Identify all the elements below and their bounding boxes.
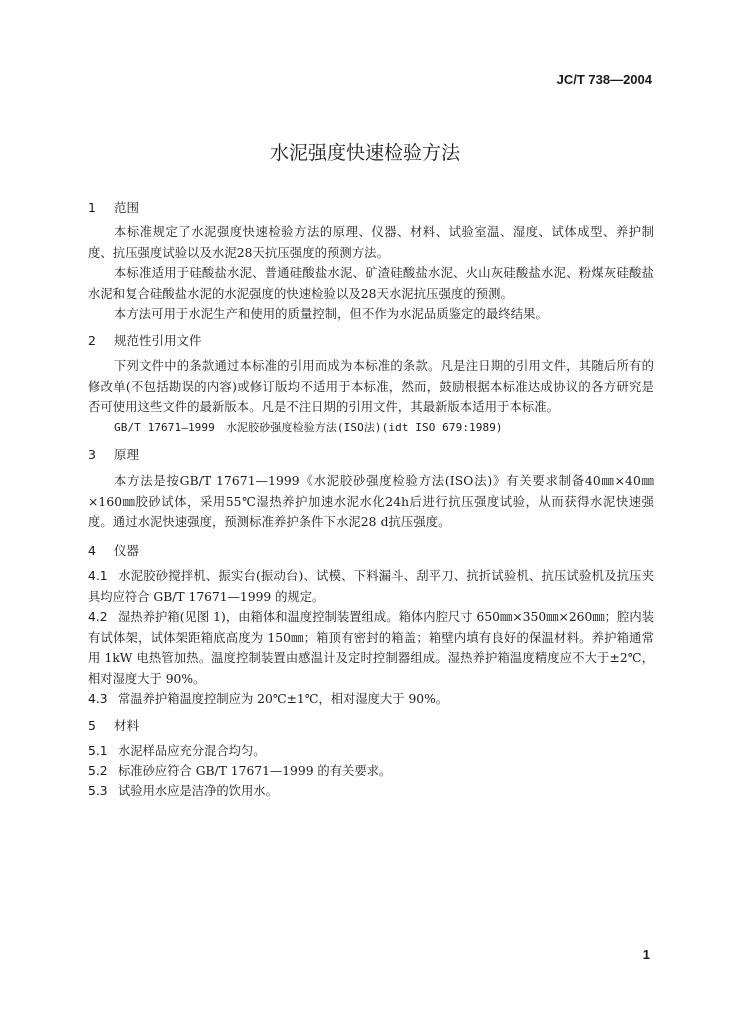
paragraph: 下列文件中的条款通过本标准的引用而成为本标准的条款。凡是注日期的引用文件，其随后所有的修改单(不包括勘误的内容)或修订版均不适用于本标准，然而，鼓励根据本标准达成协议的各方研究是否可使用这些文件的最新版本。凡是不注日期的引用文件，其最新版本适用于本标准。 — [88, 359, 654, 414]
clause-item — [88, 741, 654, 762]
clause-text: 试验用水应是洁净的饮用水。 — [118, 784, 278, 798]
section-number: 4 — [88, 543, 96, 558]
section-heading-apparatus — [88, 541, 139, 559]
reference-entry: GB/T 17671—1999 水泥胶砂强度检验方法(ISO法)(idt ISO 679:1989) — [114, 421, 503, 434]
paragraph: 本标准规定了水泥强度快速检验方法的原理、仪器、材料、试验室温、湿度、试体成型、养护制度、抗压强度试验以及水泥28天抗压强度的预测方法。 — [88, 225, 654, 260]
section-number: 2 — [88, 333, 96, 348]
paragraph: 本方法可用于水泥生产和使用的质量控制，但不作为水泥品质鉴定的最终结果。 — [114, 307, 548, 321]
clause-item — [88, 607, 654, 689]
clause-number: 4.1 — [88, 569, 108, 583]
clause-item — [88, 761, 654, 782]
clause-text: 水泥样品应充分混合均匀。 — [118, 744, 266, 758]
section-title: 规范性引用文件 — [114, 333, 202, 348]
page-title: 水泥强度快速检验方法 — [269, 142, 460, 164]
section-title: 仪器 — [114, 543, 140, 558]
section-title: 范围 — [114, 200, 140, 215]
clause-text: 湿热养护箱(见图 1)，由箱体和温度控制装置组成。箱体内腔尺寸 650㎜×350㎜×260㎜；腔内装有试体架，试体架距箱底高度为 150㎜；箱顶有密封的箱盖；箱壁内填有良好的保温材料。养护箱通常用 1kW 电热管加热。温度控制装置由感温计及定时控制器组成。湿热养护箱温度精度应不大于±2℃，相对湿度大于 90%。 — [88, 610, 654, 686]
clause-number: 5.2 — [88, 764, 108, 778]
section-heading-principle — [88, 445, 139, 463]
clause-item — [88, 566, 654, 607]
clause-number: 5.1 — [88, 744, 108, 758]
clause-text: 常温养护箱温度控制应为 20℃±1℃，相对湿度大于 90%。 — [118, 692, 449, 706]
paragraph: 本方法是按GB/T 17671—1999《水泥胶砂强度检验方法(ISO法)》有关要求制备40㎜×40㎜×160㎜胶砂试体，采用55℃湿热养护加速水泥水化24h后进行抗压强度试验，从而获得水泥快速强度。通过水泥快速强度，预测标准养护条件下水泥28 d抗压强度。 — [88, 474, 654, 529]
clause-item — [88, 781, 654, 802]
clause-item — [88, 689, 654, 710]
paragraph: 本标准适用于硅酸盐水泥、普通硅酸盐水泥、矿渣硅酸盐水泥、火山灰硅酸盐水泥、粉煤灰硅酸盐水泥和复合硅酸盐水泥的水泥强度的快速检验以及28天水泥抗压强度的预测。 — [88, 266, 654, 301]
section-heading-scope — [88, 198, 139, 216]
clause-text: 水泥胶砂搅拌机、振实台(振动台)、试模、下料漏斗、刮平刀、抗折试验机、抗压试验机及抗压夹具均应符合 GB/T 17671—1999 的规定。 — [88, 569, 654, 604]
section-number: 1 — [88, 200, 96, 215]
section-heading-references — [88, 331, 202, 349]
clause-number: 4.2 — [88, 610, 108, 624]
clause-text: 标准砂应符合 GB/T 17671—1999 的有关要求。 — [118, 764, 392, 778]
clause-number: 4.3 — [88, 692, 108, 706]
section-title: 材料 — [114, 718, 140, 733]
page-number: 1 — [642, 947, 650, 962]
document-code: JC/T 738—2004 — [556, 72, 652, 87]
section-title: 原理 — [114, 447, 140, 462]
section-number: 5 — [88, 718, 96, 733]
clause-number: 5.3 — [88, 784, 108, 798]
section-heading-materials — [88, 716, 139, 734]
section-number: 3 — [88, 447, 96, 462]
